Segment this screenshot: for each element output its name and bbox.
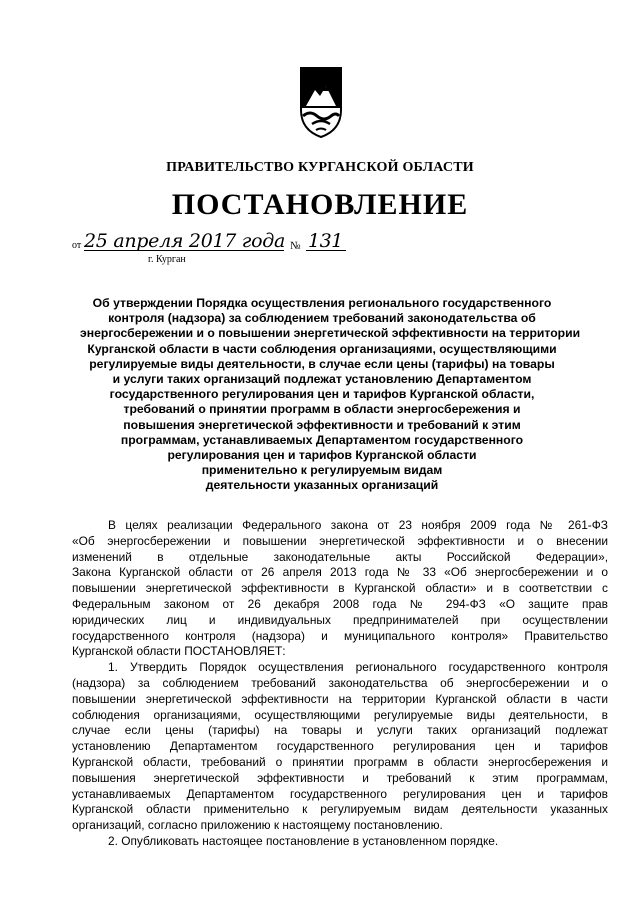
- resolution-body: [72, 518, 608, 850]
- number-sign: №: [290, 240, 301, 252]
- body-line: изменений в отдельные законодательные акты Российской Федерации»,: [72, 549, 608, 564]
- body-line: государственного контроля (надзора) и муниципального контроля» Правительство: [72, 628, 608, 643]
- heading-line: государственного регулирования цен и тарифов Курганской области,: [109, 387, 535, 402]
- body-line: повышении энергетической эффективности на территории Курганской области в части: [72, 691, 608, 706]
- heading-line: и услуги таких организаций подлежат установлению Департаментом: [112, 372, 532, 387]
- date-number-line: [72, 230, 372, 274]
- body-line: повышении энергетической эффективности в Курганской области» и в соответствии с: [72, 581, 608, 596]
- heading-line: Курганской области в части соблюдения организациями, осуществляющими: [87, 341, 557, 356]
- body-line: Курганской области ПОСТАНОВЛЯЕТ:: [72, 644, 286, 659]
- body-line: Федеральным законом от 26 декабря 2008 года № 294-ФЗ «О защите прав: [72, 596, 608, 611]
- body-line: юридических лиц и индивидуальных предпринимателей при осуществлении: [72, 612, 608, 627]
- heading-line: повышения энергетической эффективности и требований к этим: [123, 417, 521, 432]
- body-line: 1. Утвердить Порядок осуществления регионального государственного контроля: [108, 660, 608, 675]
- heading-line: регулируемые виды деятельности, в случае если цены (тарифы) на товары: [89, 356, 555, 371]
- heading-line: требований о принятии программ в области энергосбережения и: [123, 402, 521, 417]
- kurgan-coat-of-arms-icon: [298, 64, 344, 140]
- heading-line: энергосбережении и о повышении энергетической эффективности на территории: [80, 326, 581, 341]
- handwritten-date: 25 апреля 2017 года: [84, 230, 286, 252]
- body-line: 2. Опубликовать настоящее постановление в установленном порядке.: [108, 833, 499, 848]
- body-line: соблюдения организациями, осуществляющими регулируемые виды деятельности, в: [72, 707, 608, 722]
- body-line: Закона Курганской области от 26 апреля 2013 года № 33 «Об энергосбережении и о: [72, 565, 608, 580]
- body-line: Курганской области, требований о принятии программ в области энергосбережения и: [72, 754, 608, 769]
- heading-line: деятельности указанных организаций: [205, 478, 439, 493]
- heading-line: контроля (надзора) за соблюдением требований законодательства об: [108, 311, 536, 326]
- body-line: повышения энергетической эффективности и требований к этим программам,: [72, 770, 608, 785]
- heading-line: применительно к регулируемым видам: [201, 463, 443, 478]
- body-line: случае если цены (тарифы) на товары и услуги таких организаций подлежат: [72, 723, 608, 738]
- date-underline: [84, 250, 284, 251]
- city-name: г. Курган: [148, 254, 186, 265]
- heading-line: программам, устанавливаемых Департаментом государственного: [120, 432, 524, 447]
- heading-line: Об утверждении Порядка осуществления регионального государственного: [92, 296, 552, 310]
- handwritten-number: 131: [308, 230, 343, 252]
- body-line: устанавливаемых Департаментом государственного регулирования цен и тарифов: [72, 786, 608, 801]
- document-type-title: ПОСТАНОВЛЕНИЕ: [171, 188, 469, 221]
- body-line: Курганской области применительно к регулируемым видам деятельности указанных: [72, 802, 608, 817]
- body-line: установлению Департаментом государственного регулирования цен и тарифов: [72, 739, 608, 754]
- date-prefix: от: [72, 240, 82, 251]
- number-underline: [306, 250, 346, 251]
- government-name: ПРАВИТЕЛЬСТВО КУРГАНСКОЙ ОБЛАСТИ: [166, 160, 474, 175]
- body-line: организаций, согласно приложению к настоящему постановлению.: [72, 818, 443, 833]
- body-line: (надзора) за соблюдением требований законодательства об энергосбережении и о: [72, 675, 608, 690]
- body-line: В целях реализации Федерального закона от 23 ноября 2009 года № 261-ФЗ: [108, 518, 608, 532]
- resolution-heading: [80, 296, 581, 494]
- body-line: «Об энергосбережении и повышении энергетической эффективности и о внесении: [72, 533, 608, 548]
- heading-line: регулирования цен и тарифов Курганской области: [167, 448, 477, 463]
